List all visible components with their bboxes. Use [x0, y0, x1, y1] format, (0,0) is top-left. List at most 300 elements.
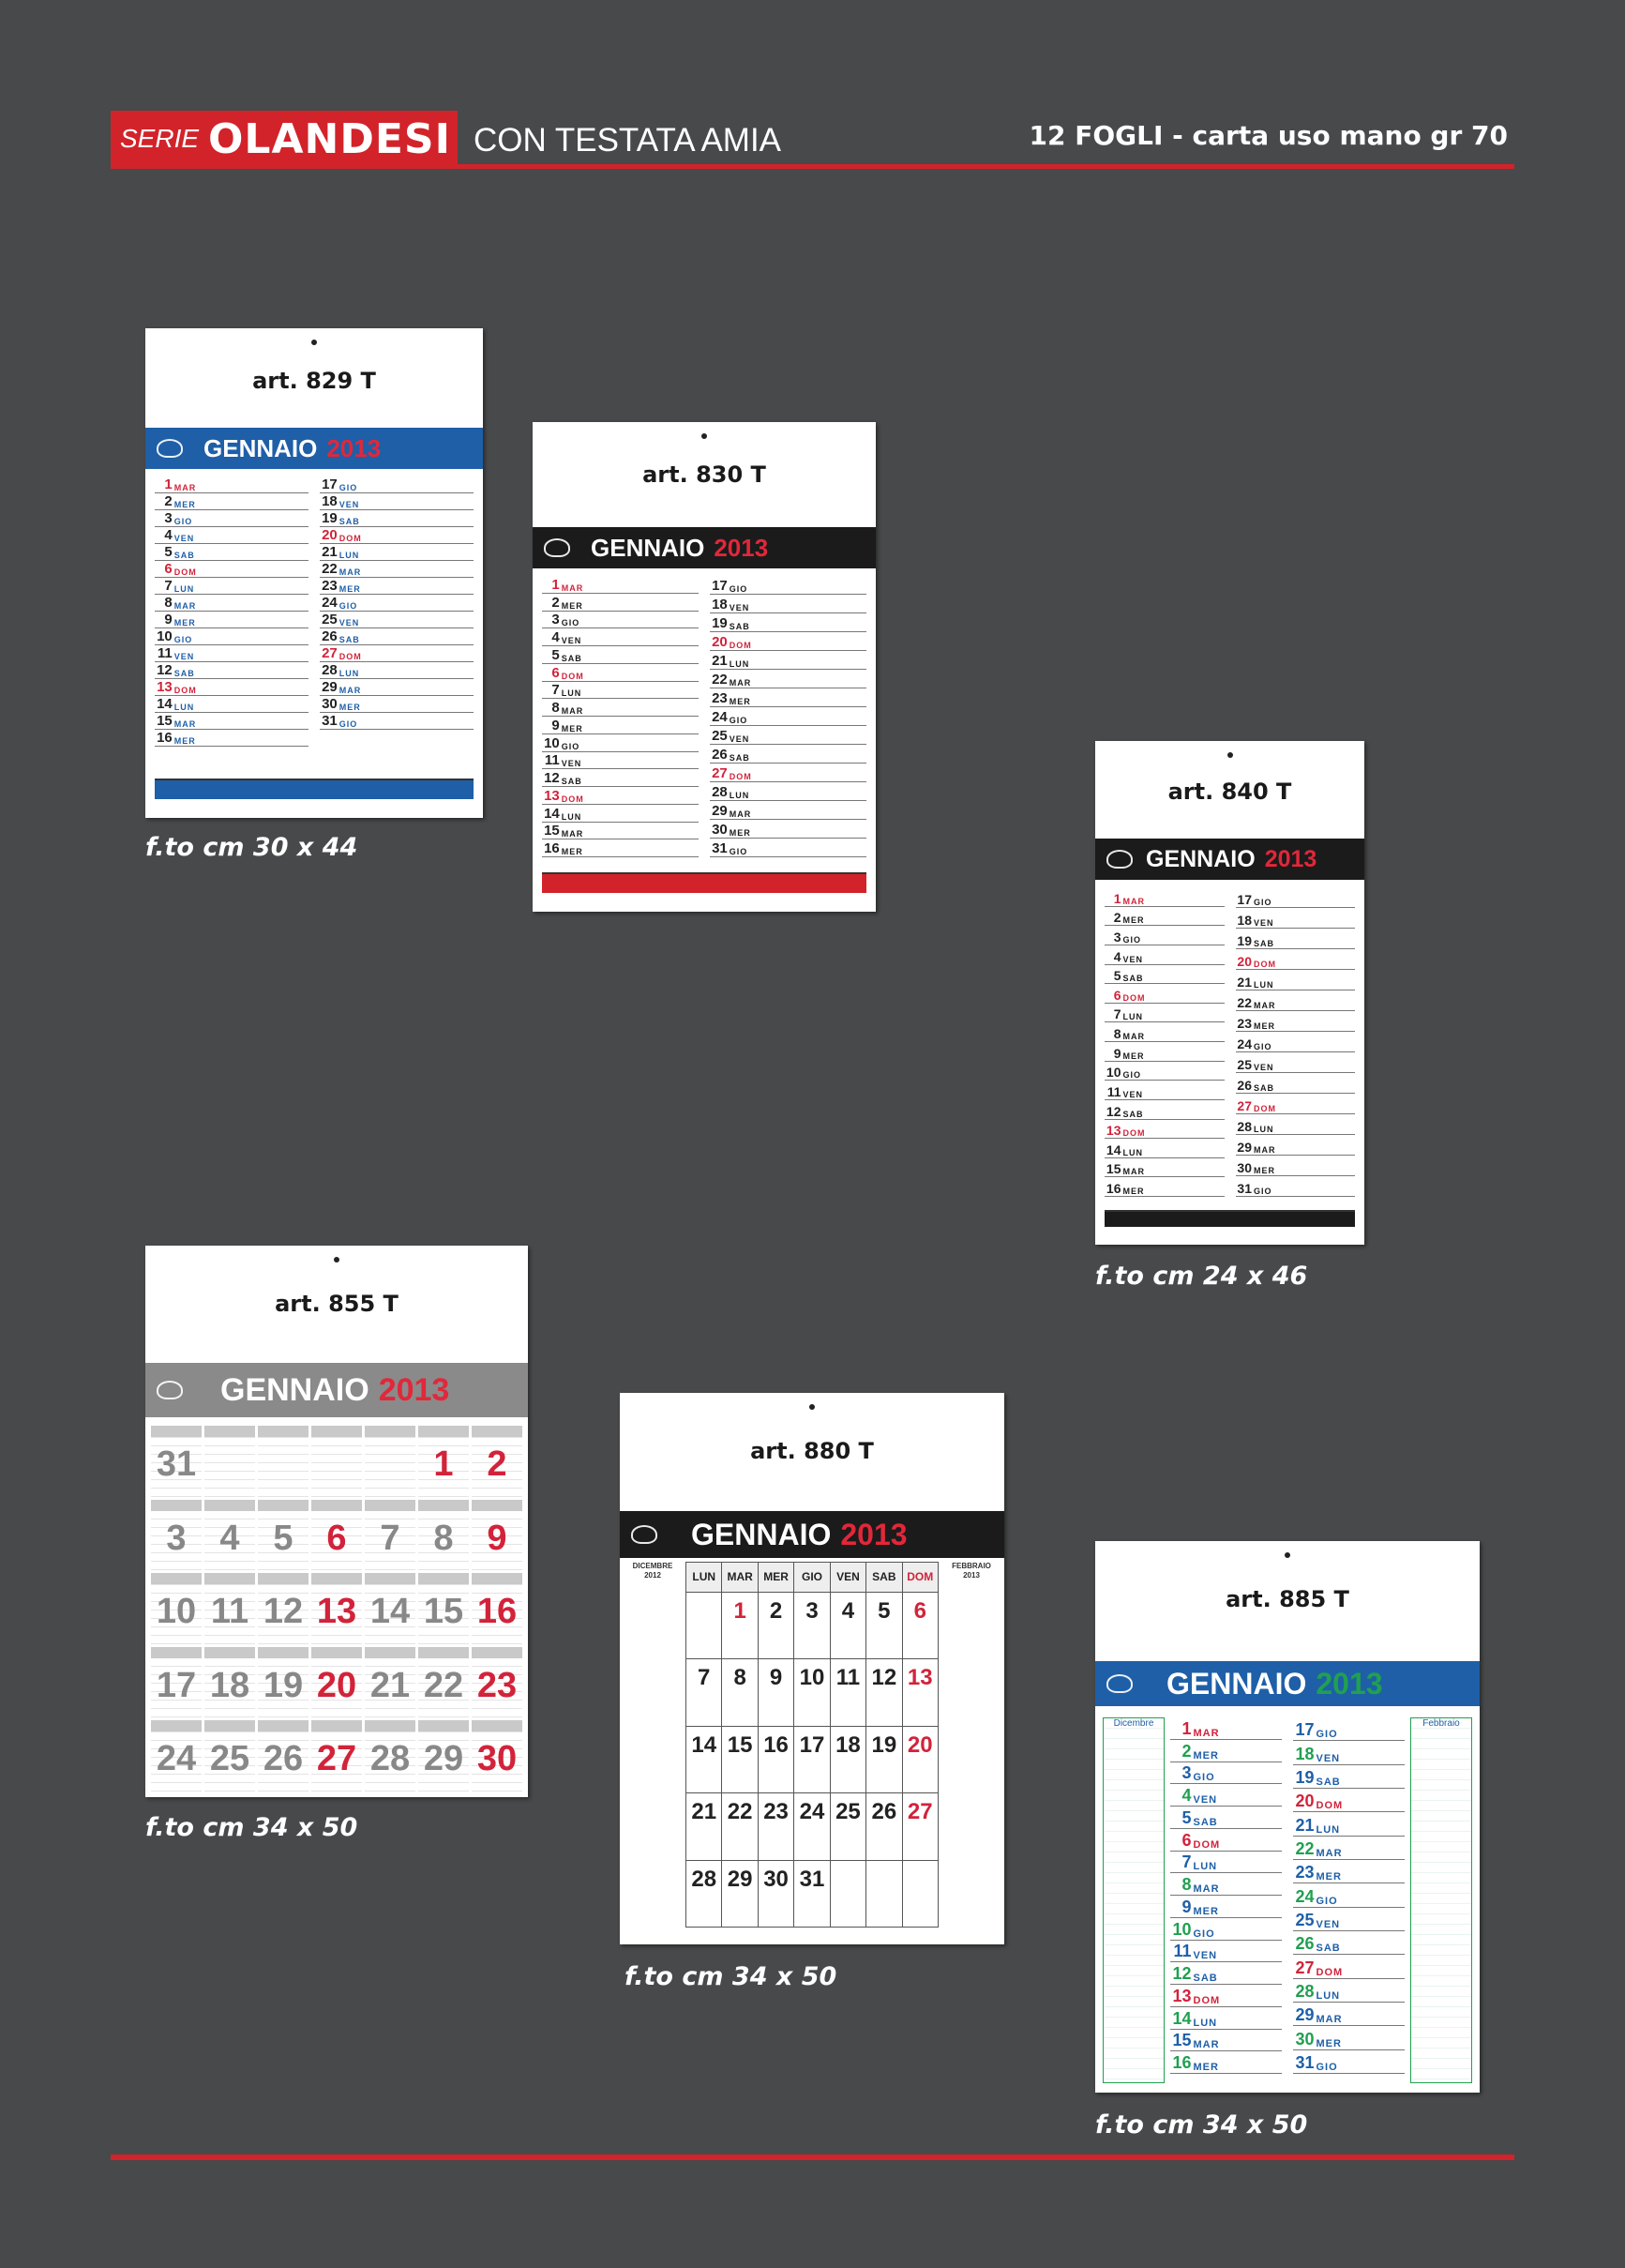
weekday-abbrev: VEN: [729, 603, 750, 612]
day-number: 4: [551, 629, 560, 645]
day-row: [710, 670, 866, 688]
day-number: 20: [322, 527, 338, 543]
calendar-829: [145, 328, 483, 818]
day-row: [1170, 2051, 1282, 2074]
weekday-abbrev: GIO: [729, 584, 748, 594]
weekday-abbrev: VEN: [729, 734, 750, 744]
day-number: 28: [712, 784, 728, 800]
day-number: 6: [551, 664, 560, 681]
day-row: [1293, 1837, 1405, 1860]
day-row: [155, 510, 308, 527]
day-number: 27: [1237, 1098, 1252, 1113]
weekday-abbrev: SAB: [1122, 974, 1144, 984]
year: 2013: [378, 1371, 450, 1408]
day-row: [542, 646, 699, 664]
day-cell: [794, 1793, 830, 1860]
day-cell: [418, 1573, 469, 1644]
day-cell: [866, 1861, 902, 1928]
brand-logo-icon: [544, 538, 570, 557]
weekday-header: VEN: [831, 1563, 866, 1593]
day-row: [155, 628, 308, 645]
day-row: [155, 679, 308, 696]
day-row: [155, 595, 308, 612]
day-number: 20: [907, 1731, 933, 1758]
day-cell: [722, 1861, 758, 1928]
weekday-abbrev: DOM: [339, 534, 362, 543]
calendar-840: [1095, 741, 1364, 1245]
day-number: 6: [164, 561, 173, 577]
weekday-abbrev: SAB: [173, 551, 195, 560]
day-number: 15: [423, 1592, 464, 1632]
weekday-abbrev: MER: [561, 847, 583, 856]
day-row: [1105, 984, 1225, 1004]
day-row: [542, 699, 699, 717]
day-number: 26: [322, 628, 338, 644]
day-number: 28: [322, 662, 338, 678]
weekday-abbrev: DOM: [1254, 1104, 1276, 1113]
day-number: 22: [727, 1799, 753, 1825]
weekday-abbrev: LUN: [1254, 980, 1274, 990]
weekday-abbrev: MER: [173, 618, 196, 627]
day-number: 8: [1113, 1026, 1121, 1041]
weekday-abbrev: GIO: [339, 719, 358, 729]
next-month-column: [1410, 1717, 1472, 2083]
weekday-abbrev: MAR: [173, 483, 197, 492]
weekday-abbrev: MER: [729, 697, 751, 706]
day-number: 2: [1181, 1741, 1192, 1761]
day-number: 27: [1295, 1958, 1315, 1977]
day-row: [320, 493, 474, 510]
day-number: 14: [369, 1592, 411, 1632]
weekday-abbrev: VEN: [1316, 1918, 1341, 1930]
day-number: 19: [712, 615, 728, 631]
day-number: 15: [544, 823, 560, 839]
size-caption: f.to cm 34 x 50: [1095, 2110, 1308, 2139]
day-cell: [903, 1593, 939, 1659]
hang-hole: [809, 1404, 815, 1410]
month-band: [1095, 839, 1364, 880]
day-column: [1236, 887, 1356, 1197]
day-number: 21: [691, 1799, 717, 1825]
article-code: art. 885 T: [1226, 1586, 1349, 1612]
day-cell: [831, 1659, 866, 1726]
weekday-abbrev: SAB: [173, 669, 195, 678]
weekday-abbrev: VEN: [339, 618, 360, 627]
article-code: art. 829 T: [252, 368, 376, 394]
testata-label: CON TESTATA AMIA: [474, 122, 782, 159]
day-row: [155, 612, 308, 628]
olandesi-label: OLANDESI: [208, 114, 451, 163]
day-number: 24: [712, 709, 728, 725]
day-cell: [686, 1793, 722, 1860]
day-number: 8: [433, 1518, 454, 1558]
day-number: 13: [907, 1665, 933, 1691]
day-cell: [418, 1500, 469, 1571]
prev-month-list: [625, 1562, 680, 1928]
day-number: 28: [1295, 1981, 1315, 2001]
prev-month-title: DICEMBRE 2012: [632, 1562, 673, 1580]
series-title-bar: [111, 111, 458, 167]
weekday-abbrev: DOM: [1316, 1800, 1344, 1812]
day-number: 1: [433, 1444, 454, 1484]
day-row: [1293, 2050, 1405, 2074]
day-row: [1170, 1918, 1282, 1941]
sheets-info: 12 FOGLI - carta uso mano gr 70: [1029, 120, 1508, 151]
day-row: [542, 682, 699, 700]
weekday-abbrev: LUN: [1316, 1989, 1341, 2002]
day-row: [1236, 970, 1356, 990]
day-cell: [686, 1659, 722, 1726]
day-number: 3: [1181, 1763, 1192, 1783]
day-number: 15: [1106, 1161, 1121, 1177]
weekday-abbrev: SAB: [729, 753, 750, 763]
weekday-abbrev: MER: [1122, 1187, 1145, 1196]
weekday-abbrev: VEN: [561, 636, 582, 645]
day-row: [1170, 2007, 1282, 2030]
weekday-abbrev: GIO: [729, 847, 748, 856]
weekday-header: MAR: [722, 1563, 758, 1593]
day-number: 30: [476, 1739, 518, 1779]
day-number: 11: [835, 1665, 861, 1691]
day-number: 17: [1237, 892, 1252, 907]
weekday-abbrev: MER: [339, 584, 361, 594]
day-row: [1293, 1883, 1405, 1907]
month-name: GENNAIO: [691, 1517, 832, 1551]
day-number: 8: [551, 700, 560, 716]
day-cell: [204, 1426, 255, 1497]
day-number: 27: [322, 645, 338, 661]
year: 2013: [1316, 1666, 1383, 1701]
day-cell: [759, 1793, 794, 1860]
weekday-abbrev: MAR: [1122, 896, 1145, 906]
day-row: [155, 578, 308, 595]
weekday-abbrev: DOM: [1193, 1838, 1221, 1851]
day-row: [710, 576, 866, 595]
day-row: [155, 544, 308, 561]
day-number: 5: [551, 646, 560, 663]
weekday-abbrev: MER: [1193, 2062, 1219, 2073]
day-number: 2: [551, 594, 560, 611]
weekday-abbrev: SAB: [1193, 1816, 1218, 1828]
hang-hole: [701, 433, 707, 439]
day-row: [1170, 1962, 1282, 1985]
day-row: [1170, 1873, 1282, 1896]
size-caption: f.to cm 34 x 50: [624, 1962, 837, 1991]
day-row: [1105, 926, 1225, 945]
day-number: 1: [164, 476, 173, 492]
day-number: 7: [698, 1665, 711, 1691]
weekday-abbrev: GIO: [1193, 1772, 1215, 1784]
day-row: [1105, 907, 1225, 927]
day-row: [542, 576, 699, 594]
day-number: 10: [544, 734, 560, 751]
day-number: 24: [799, 1799, 825, 1825]
weekday-abbrev: MAR: [1193, 2039, 1220, 2051]
day-number: 23: [1295, 1863, 1315, 1882]
weekday-abbrev: VEN: [1122, 1089, 1144, 1099]
day-number: 22: [322, 561, 338, 577]
day-row: [1293, 1812, 1405, 1836]
day-row: [320, 595, 474, 612]
day-number: 14: [1106, 1142, 1121, 1157]
day-number: 5: [1181, 1807, 1192, 1827]
year: 2013: [1264, 845, 1317, 872]
day-number: 12: [1172, 1964, 1192, 1983]
day-row: [710, 595, 866, 613]
day-number: 18: [209, 1665, 250, 1705]
day-number: 31: [1237, 1181, 1252, 1196]
day-row: [1236, 1114, 1356, 1135]
day-row: [1105, 887, 1225, 907]
day-number: 12: [157, 662, 173, 678]
day-row: [1105, 1139, 1225, 1158]
day-number: 24: [1295, 1886, 1315, 1906]
weekday-abbrev: MAR: [173, 601, 197, 611]
day-row: [320, 476, 474, 493]
weekday-header: LUN: [686, 1563, 722, 1593]
weekday-abbrev: GIO: [561, 618, 580, 628]
calendar-885: [1095, 1541, 1480, 2093]
day-row: [320, 578, 474, 595]
month-name: GENNAIO: [1146, 845, 1256, 872]
day-number: 29: [727, 1866, 753, 1892]
day-cell: [365, 1500, 415, 1571]
day-number: 26: [1295, 1934, 1315, 1954]
day-number: 22: [712, 672, 728, 688]
day-number: 25: [835, 1799, 861, 1825]
day-row: [1105, 945, 1225, 965]
brand-logo-icon: [631, 1525, 657, 1544]
weekday-abbrev: VEN: [1316, 1752, 1341, 1764]
day-row: [1105, 1158, 1225, 1178]
brand-logo-icon: [157, 1381, 183, 1399]
day-number: 16: [544, 840, 560, 856]
day-cell: [418, 1647, 469, 1718]
calendar-footer: [155, 779, 474, 799]
day-row: [1105, 1177, 1225, 1197]
day-number: 6: [1113, 987, 1121, 1003]
day-row: [1170, 1740, 1282, 1762]
day-column: [320, 476, 474, 730]
day-row: [1236, 1032, 1356, 1052]
weekday-abbrev: MAR: [1316, 1847, 1343, 1859]
month-band: [145, 428, 483, 469]
month-band: [145, 1363, 528, 1417]
day-cell: [311, 1647, 362, 1718]
day-row: [155, 730, 308, 747]
day-row: [1236, 908, 1356, 929]
weekday-abbrev: MAR: [339, 686, 362, 695]
day-number: 27: [316, 1739, 357, 1779]
weekday-abbrev: VEN: [1254, 918, 1274, 928]
day-number: 2: [164, 493, 173, 509]
header-rule: [111, 164, 1514, 169]
weekday-abbrev: GIO: [1254, 1187, 1272, 1196]
day-cell: [418, 1720, 469, 1792]
day-number: 19: [1237, 933, 1252, 948]
day-row: [710, 782, 866, 801]
day-number: 21: [369, 1665, 411, 1705]
day-row: [1293, 1717, 1405, 1741]
day-cell: [794, 1659, 830, 1726]
day-cell: [866, 1793, 902, 1860]
weekday-abbrev: LUN: [561, 688, 582, 699]
day-cell: [311, 1573, 362, 1644]
day-cell: [418, 1426, 469, 1497]
day-cell: [204, 1720, 255, 1792]
day-row: [1170, 1784, 1282, 1807]
day-number: 19: [322, 510, 338, 526]
day-cell: [472, 1720, 522, 1792]
next-month-title: Febbraio: [1422, 1718, 1460, 1729]
weekday-abbrev: MER: [1316, 1871, 1342, 1883]
day-number: 5: [164, 544, 173, 560]
day-number: 3: [1113, 929, 1121, 945]
weekday-abbrev: GIO: [339, 601, 358, 611]
day-row: [1236, 1135, 1356, 1156]
day-row: [1236, 949, 1356, 970]
day-number: 16: [476, 1592, 518, 1632]
day-number: 10: [799, 1665, 825, 1691]
day-cell: [794, 1861, 830, 1928]
day-row: [320, 713, 474, 730]
day-column: [1293, 1717, 1405, 2074]
day-number: 11: [544, 752, 560, 769]
day-number: 27: [712, 765, 728, 781]
day-number: 3: [551, 612, 560, 628]
day-number: 2: [1113, 910, 1121, 926]
hang-hole: [1227, 752, 1233, 758]
weekday-abbrev: GIO: [729, 716, 748, 725]
weekday-abbrev: MER: [1122, 915, 1145, 926]
day-cell: [151, 1647, 202, 1718]
weekday-abbrev: LUN: [339, 551, 360, 560]
weekday-abbrev: GIO: [1316, 1729, 1338, 1741]
day-number: 4: [841, 1598, 855, 1624]
day-number: 10: [1106, 1065, 1121, 1081]
day-cell: [759, 1659, 794, 1726]
day-number: 23: [763, 1799, 789, 1825]
day-number: 23: [476, 1665, 518, 1705]
day-cell: [472, 1573, 522, 1644]
day-cell: [903, 1861, 939, 1928]
day-number: 20: [712, 634, 728, 650]
day-cell: [258, 1647, 308, 1718]
day-row: [542, 823, 699, 840]
day-number: 1: [733, 1598, 746, 1624]
calendar-830: [533, 422, 876, 912]
day-number: 18: [835, 1731, 861, 1758]
weekday-abbrev: GIO: [1316, 1895, 1338, 1907]
day-cell: [759, 1861, 794, 1928]
weekday-abbrev: VEN: [339, 500, 360, 509]
weekday-abbrev: SAB: [561, 653, 582, 663]
day-number: 9: [769, 1665, 783, 1691]
day-number: 14: [157, 696, 173, 712]
day-row: [710, 764, 866, 782]
day-number: 17: [322, 476, 338, 492]
day-number: 17: [799, 1731, 825, 1758]
day-row: [1236, 1073, 1356, 1094]
day-row: [710, 801, 866, 820]
day-number: 22: [1295, 1838, 1315, 1858]
weekday-abbrev: DOM: [561, 794, 584, 804]
day-number: 1: [1113, 890, 1121, 906]
weekday-abbrev: DOM: [173, 686, 197, 695]
day-number: 11: [1106, 1083, 1121, 1099]
day-cell: [311, 1426, 362, 1497]
article-code: art. 880 T: [750, 1438, 874, 1464]
day-row: [155, 493, 308, 510]
day-number: 25: [209, 1739, 250, 1779]
day-number: 29: [322, 679, 338, 695]
weekday-abbrev: GIO: [1193, 1928, 1215, 1940]
weekday-header: SAB: [866, 1563, 902, 1593]
day-number: 10: [1172, 1919, 1192, 1939]
day-row: [155, 696, 308, 713]
day-number: 9: [164, 612, 173, 627]
day-number: 7: [164, 578, 173, 594]
year: 2013: [840, 1517, 908, 1551]
day-row: [1293, 1979, 1405, 2003]
day-row: [710, 651, 866, 670]
weekday-abbrev: MER: [1254, 1021, 1275, 1031]
day-row: [320, 628, 474, 645]
day-number: 14: [544, 805, 560, 822]
day-row: [542, 839, 699, 857]
month-band: [620, 1511, 1004, 1558]
day-row: [710, 613, 866, 632]
day-row: [542, 594, 699, 612]
day-row: [1170, 1762, 1282, 1785]
day-number: 4: [164, 527, 173, 543]
day-number: 17: [712, 578, 728, 594]
year: 2013: [714, 533, 769, 562]
month-band: [533, 527, 876, 568]
day-number: 24: [322, 595, 338, 611]
weekday-abbrev: MER: [1193, 1749, 1219, 1761]
weekday-abbrev: MER: [173, 736, 196, 746]
weekday-abbrev: MAR: [1122, 1032, 1145, 1041]
day-cell: [903, 1659, 939, 1726]
day-number: 17: [156, 1665, 197, 1705]
weekday-header: DOM: [903, 1563, 939, 1593]
day-row: [320, 612, 474, 628]
day-row: [320, 544, 474, 561]
day-row: [1170, 2030, 1282, 2052]
weekday-abbrev: GIO: [561, 741, 580, 751]
weekday-abbrev: DOM: [729, 641, 752, 650]
day-number: 28: [1237, 1119, 1252, 1134]
day-row: [1293, 2026, 1405, 2049]
day-number: 2: [487, 1444, 507, 1484]
day-row: [1105, 1042, 1225, 1062]
weekday-abbrev: SAB: [339, 517, 360, 526]
hang-hole: [311, 340, 317, 345]
day-row: [542, 628, 699, 646]
day-number: 28: [369, 1739, 411, 1779]
day-row: [320, 679, 474, 696]
day-number: 4: [1113, 948, 1121, 964]
serie-label: SERIE: [120, 124, 200, 153]
day-row: [1105, 1081, 1225, 1100]
day-number: 30: [1295, 2029, 1315, 2049]
weekday-abbrev: DOM: [1193, 1994, 1221, 2006]
month-band: [1095, 1661, 1480, 1706]
article-code: art. 830 T: [642, 461, 766, 488]
weekday-abbrev: VEN: [1193, 1950, 1218, 1962]
day-row: [1293, 1860, 1405, 1883]
